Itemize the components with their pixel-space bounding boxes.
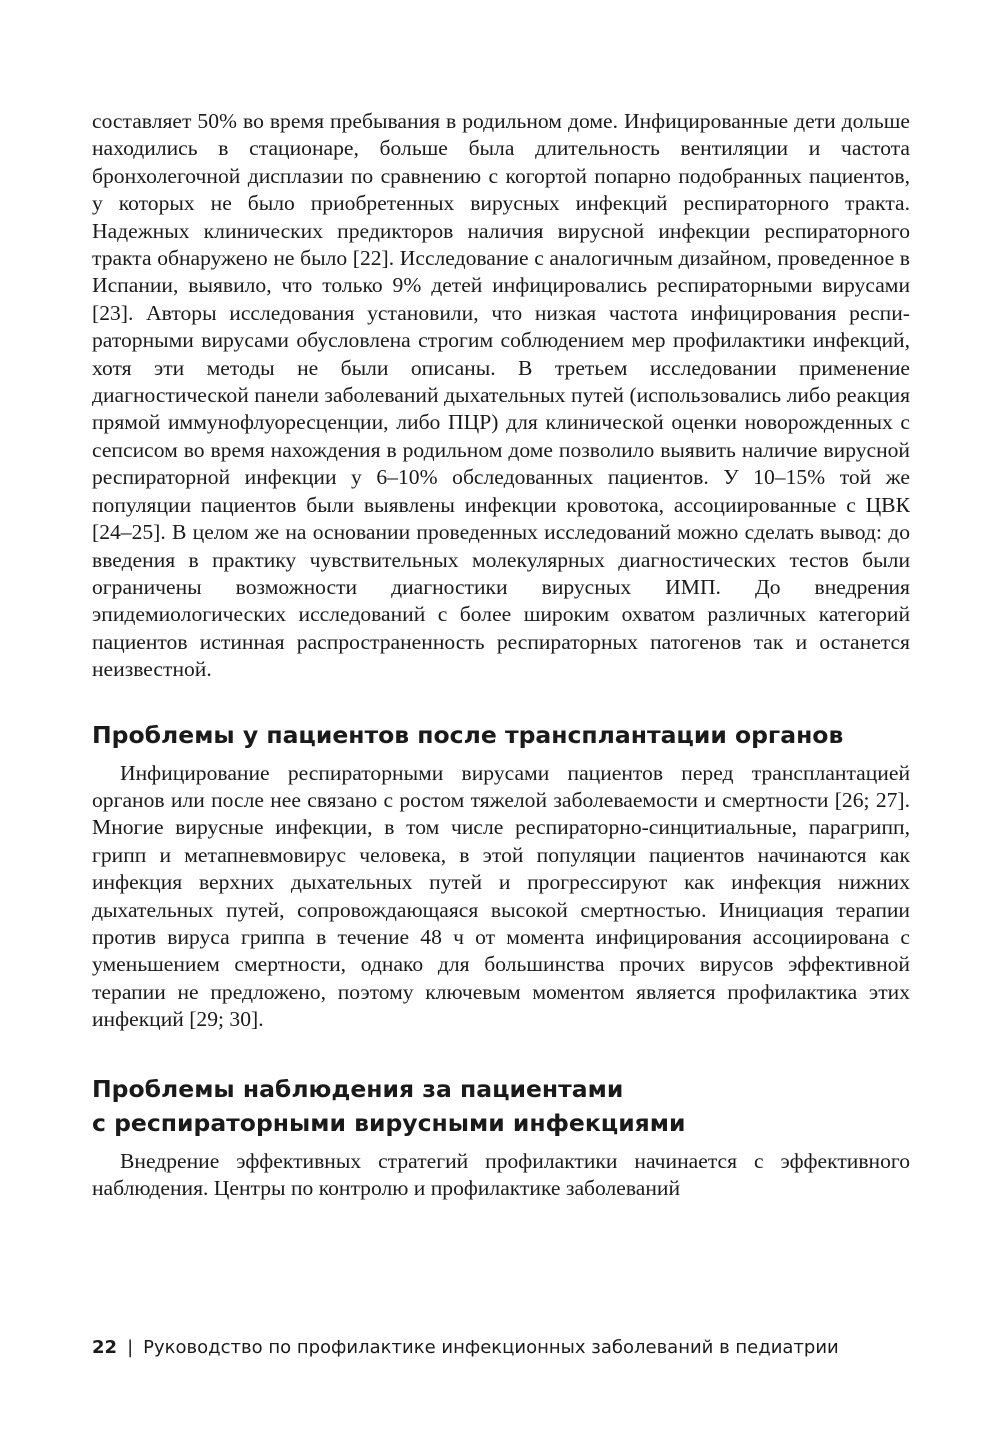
page-footer [92,1336,839,1360]
paragraph-intro-continuation: составляет 50% во время пребывания в родильном доме. Инфицированные дети дольше находились в стационаре, больше была длительность вентиляции и частота бронхолегочной дисплазии по сравнению с когортой попарно подобранных пациентов, у которых не было приобретенных вирусных инфекций респираторного тракта. Надежных клинических предикторов наличия вирусной инфекции респираторного тракта обнаружено не было [22]. Исследование с аналогичным дизайном, проведенное в Испании, выявило, что только 9% детей инфицировались респираторными вирусами [23]. Авторы исследования установили, что низкая частота инфицирования респираторными вирусами обусловлена строгим соблюдением мер профилактики инфекций, хотя эти методы не были описаны. В третьем исследовании применение диагностической панели заболеваний дыхательных путей (использовались либо реакция прямой иммунофлуоресценции, либо ПЦР) для клинической оценки новорожденных с сепсисом во время нахождения в родильном доме позволило выявить наличие вирусной респираторной инфекции у 6–10% обследованных пациентов. У 10–15% той же популяции пациентов были выявлены инфекции кровотока, ассоциированные с ЦВК [24–25]. В целом же на основании проведенных исследований можно сделать вывод: до введения в практику чувствительных молекулярных диагностических тестов были ограничены возможности диагностики вирусных ИМП. До внедрения эпидемиологических исследований с более широким охватом различных категорий пациентов истинная распространенность респираторных патогенов так и останется неизвестной. [92,109,910,682]
paragraph-transplant: Инфицирование респираторными вирусами пациентов перед трансплантацией органов или после нее связано с ростом тяжелой заболеваемости и смертности [26; 27]. Многие вирусные инфекции, в том числе респираторно-синцитиальные, парагрипп, грипп и метапневмовирус человека, в этой популяции пациентов начинаются как инфекция верхних дыхательных путей и прогрессируют как инфекция нижних дыхательных путей, сопровождающаяся высокой смертностью. Инициация терапии против вируса гриппа в течение 48 ч от момента инфицирования ассоциирована с уменьшением смертности, однако для большинства прочих вирусов эффективной терапии не предложено, поэтому ключевым моментом является профилактика этих инфекций [29; 30]. [92,760,910,1032]
paragraph-surveillance: Внедрение эффективных стратегий профилактики начинается с эффективного наблюдения. Центры по контролю и профилактике заболеваний [92,1148,910,1200]
section-heading-surveillance [92,1072,910,1140]
page-number: 22 [92,1337,118,1358]
running-title: Руководство по профилактике инфекционных заболеваний в педиатрии [143,1337,839,1358]
section-heading-surveillance-line1: Проблемы наблюдения за пациентами [92,1074,624,1103]
section-heading-transplant: Проблемы у пациентов после трансплантации органов [92,720,844,749]
page-content [92,108,910,1202]
section-heading-surveillance-line2: с респираторными вирусными инфекциями [92,1108,686,1137]
footer-separator: | [127,1337,134,1358]
